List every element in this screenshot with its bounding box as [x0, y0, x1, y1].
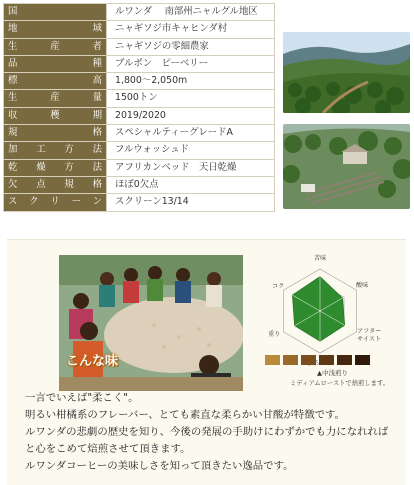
spec-row — [4, 90, 275, 107]
roast-swatch — [301, 355, 316, 365]
spec-value: アフリカンベッド 天日乾燥 — [107, 159, 275, 176]
roast-swatch — [337, 355, 352, 365]
spec-value: スクリーン13/14 — [107, 194, 275, 211]
roast-swatch — [355, 355, 370, 365]
spec-row — [4, 38, 275, 55]
radar-label-body: コク — [272, 283, 285, 290]
spec-row — [4, 4, 275, 21]
spec-value: スペシャルティーグレードA — [107, 125, 275, 142]
description-line: 明るい柑橘系のフレーバー、とても素直な柔らかい甘酸が特徴です。 — [25, 409, 345, 421]
spec-value: 1500トン — [107, 90, 275, 107]
spec-row — [4, 159, 275, 176]
spec-key: スクリーン — [4, 194, 107, 211]
spec-row — [4, 142, 275, 159]
spec-key: 欠点規格 — [4, 176, 107, 193]
radar-shape — [292, 277, 344, 342]
spec-row — [4, 107, 275, 124]
roast-level-marker: ▲中浅煎り — [317, 369, 348, 377]
spec-value: ルワンダ 南部州ニャルグル地区 — [107, 4, 275, 21]
spec-value: 1,800～2,050m — [107, 73, 275, 90]
taste-radar-chart — [255, 251, 385, 371]
radar-label-acidity: 酸味 — [356, 282, 369, 289]
spec-key: 加工方法 — [4, 142, 107, 159]
spec-value: フルウォッシュド — [107, 142, 275, 159]
taste-label: こんな味 — [66, 354, 119, 369]
spec-key: 品種 — [4, 55, 107, 72]
spec-value: ニャギソジの零細農家 — [107, 38, 275, 55]
spec-table — [3, 3, 275, 212]
spec-value: ニャギソジ市キャヒンダ村 — [107, 21, 275, 38]
spec-row — [4, 125, 275, 142]
roast-swatch — [319, 355, 334, 365]
roast-swatches — [265, 355, 370, 365]
spec-key: 乾燥方法 — [4, 159, 107, 176]
spec-value: 2019/2020 — [107, 107, 275, 124]
roast-note: ミディアムローストで焙煎します。 — [290, 380, 389, 387]
spec-value: ブルボン ピーベリー — [107, 55, 275, 72]
description-line: ルワンダコーヒーの美味しさを知って頂きたい逸品です。 — [25, 460, 294, 472]
radar-label-after-2: サイスト — [357, 336, 382, 343]
spec-row — [4, 176, 275, 193]
description-line: と心をこめて焙煎させて頂きます。 — [25, 443, 191, 455]
spec-row — [4, 73, 275, 90]
roast-swatch — [283, 355, 298, 365]
spec-key: 収穫期 — [4, 107, 107, 124]
spec-key: 規格 — [4, 125, 107, 142]
description-line: 一言でいえば"柔こく"。 — [25, 392, 139, 404]
roast-swatch — [265, 355, 280, 365]
radar-label-bitter: 苦味 — [314, 255, 327, 262]
spec-value: ほぼ0欠点 — [107, 176, 275, 193]
drying-beds-photo — [283, 124, 410, 209]
description — [25, 390, 414, 475]
plantation-photo — [283, 32, 410, 113]
spec-row — [4, 55, 275, 72]
spec-key: 地域 — [4, 21, 107, 38]
spec-key: 生産者 — [4, 38, 107, 55]
taste-panel — [7, 239, 406, 485]
spec-key: 標高 — [4, 73, 107, 90]
radar-label-after-1: アフター — [357, 328, 382, 335]
harvest-photo — [59, 255, 243, 391]
spec-row — [4, 194, 275, 211]
radar-label-weight: 重り — [268, 331, 281, 338]
spec-key: 生産量 — [4, 90, 107, 107]
description-line: ルワンダの悲劇の歴史を知り、今後の発展の手助けにわずかでも力になれれば — [25, 426, 389, 438]
spec-row — [4, 21, 275, 38]
spec-key: 国 — [4, 4, 107, 21]
